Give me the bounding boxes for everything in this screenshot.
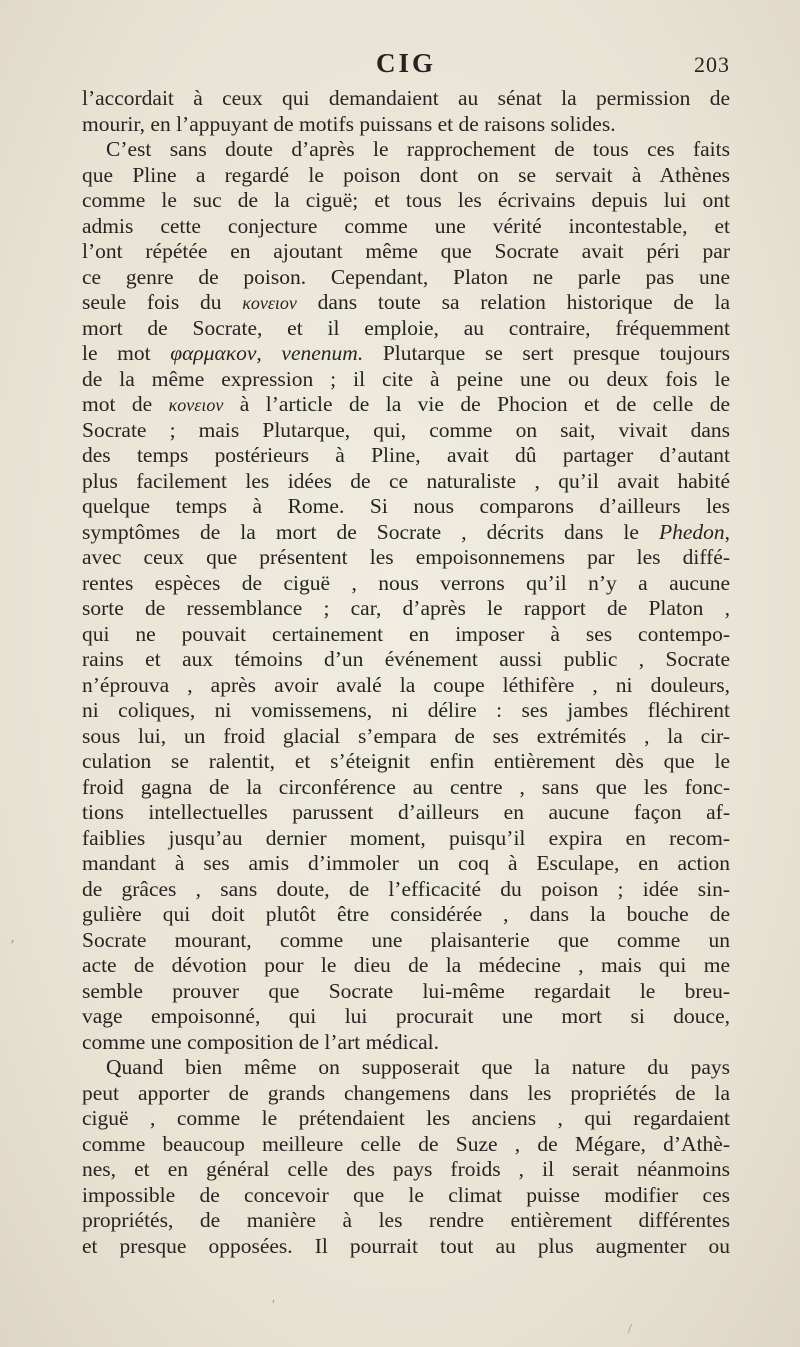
text-line: sorte de ressemblance ; car, d’après le rapport de Platon , (82, 596, 730, 620)
text-segment: le mot (82, 341, 171, 365)
text-line: admis cette conjecture comme une vérité incontestable, et (82, 213, 730, 238)
text-line: mort de Socrate, et il emploie, au contraire, fréquemment (82, 315, 730, 340)
text-line: avec ceux que présentent les empoisonnemens par les diffé- (82, 545, 730, 569)
text-line: propriétés, de manière à les rendre entièrement différentes (82, 1208, 730, 1232)
text-line: de grâces , sans doute, de l’efficacité du poison ; idée sin- (82, 876, 730, 901)
text-line: l’ont répétée en ajoutant même que Socrate avait péri par (82, 239, 730, 263)
text-line: rentes espèces de ciguë , nous verrons qu’il n’y a aucune (82, 570, 730, 595)
text-line: l’accordait à ceux qui demandaient au sénat la permission de (82, 86, 730, 110)
running-head (82, 48, 730, 82)
body-text (82, 86, 730, 1259)
text-line: comme beaucoup meilleure celle de Suze , de Mégare, d’Athè- (82, 1131, 730, 1156)
text-line: ni coliques, ni vomissemens, ni délire : ses jambes fléchirent (82, 698, 730, 722)
greek-word: κονειον (242, 293, 297, 313)
text-line: sous lui, un froid glacial s’empara de ses extrémités , la cir- (82, 723, 730, 748)
text-line: mourir, en l’appuyant de motifs puissans et de raisons solides. (82, 111, 616, 136)
text-line (82, 392, 730, 418)
greek-word: κονειον (168, 395, 224, 415)
text-line: n’éprouva , après avoir avalé la coupe léthifère , ni douleurs, (82, 672, 730, 697)
text-line: ce genre de poison. Cependant, Platon ne parle pas une (82, 264, 730, 289)
text-line: C’est sans doute d’après le rapprochement de tous ces faits (106, 137, 730, 161)
margin-tick-mark: / (628, 1322, 632, 1337)
text-segment: à l’article de la vie de Phocion et de celle de (223, 392, 730, 416)
text-line: des temps postérieurs à Pline, avait dû partager d’autant (82, 443, 730, 467)
text-line: Socrate mourant, comme une plaisanterie que comme un (82, 927, 730, 952)
text-line: Quand bien même on supposerait que la nature du pays (106, 1055, 730, 1079)
text-line: ciguë , comme le prétendaient les anciens , qui regardaient (82, 1106, 730, 1130)
text-segment: Plutarque se sert presque toujours (363, 341, 730, 365)
text-line: culation se ralentit, et s’éteignit enfin entièrement dès que le (82, 749, 730, 773)
text-line: gulière qui doit plutôt être considérée , dans la bouche de (82, 902, 730, 926)
text-line: faiblies jusqu’au dernier moment, puisqu’il expira en recom- (82, 825, 730, 850)
text-line: comme le suc de la ciguë; et tous les écrivains depuis lui ont (82, 188, 730, 212)
text-segment: symptômes de la mort de Socrate , décrits dans le (82, 519, 659, 544)
text-segment: mot de (82, 392, 169, 416)
text-line: impossible de concevoir que le climat puisse modifier ces (82, 1182, 730, 1207)
text-line (82, 520, 730, 546)
text-line (82, 290, 730, 316)
text-line: tions intellectuelles parussent d’ailleurs en aucune façon af- (82, 800, 730, 824)
text-line: quelque temps à Rome. Si nous comparons d’ailleurs les (82, 494, 730, 518)
text-line: semble prouver que Socrate lui-même regardait le breu- (82, 978, 730, 1003)
running-title: CIG (375, 48, 436, 78)
text-line: comme une composition de l’art médical. (82, 1029, 440, 1054)
italic-phrase: Phedon (658, 519, 725, 544)
text-line: froid gagna de la circonférence au centre , sans que les fonc- (82, 774, 730, 799)
text-line: nes, et en général celle des pays froids , il serait néanmoins (82, 1157, 730, 1181)
text-line: peut apporter de grands changemens dans les propriétés de la (82, 1080, 730, 1105)
text-segment: , (724, 519, 730, 544)
text-line: mandant à ses amis d’immoler un coq à Esculape, en action (82, 851, 730, 875)
page-number: 203 (694, 52, 730, 77)
margin-tick-mark: ʼ (10, 938, 15, 953)
text-line: et presque opposées. Il pourrait tout au plus augmenter ou (82, 1233, 730, 1258)
text-line: que Pline a regardé le poison dont on se servait à Athènes (82, 162, 730, 187)
text-segment: seule fois du (82, 290, 243, 314)
text-line: vage empoisonné, qui lui procurait une mort si douce, (82, 1004, 730, 1028)
text-line: qui ne pouvait certainement en imposer à ses contempo- (82, 621, 730, 646)
text-segment: dans toute sa relation historique de la (296, 290, 730, 314)
italic-phrase: φαρμακον, venenum. (170, 341, 364, 365)
text-line: de la même expression ; il cite à peine une ou deux fois le (82, 366, 730, 391)
text-line: Socrate ; mais Plutarque, qui, comme on sait, vivait dans (82, 417, 730, 442)
text-line (82, 341, 730, 367)
text-line: plus facilement les idées de ce naturaliste , qu’il avait habité (82, 468, 730, 493)
margin-tick-mark: ′ (272, 1298, 276, 1313)
text-line: acte de dévotion pour le dieu de la médecine , mais qui me (82, 953, 730, 977)
text-line: rains et aux témoins d’un événement aussi public , Socrate (82, 647, 730, 671)
